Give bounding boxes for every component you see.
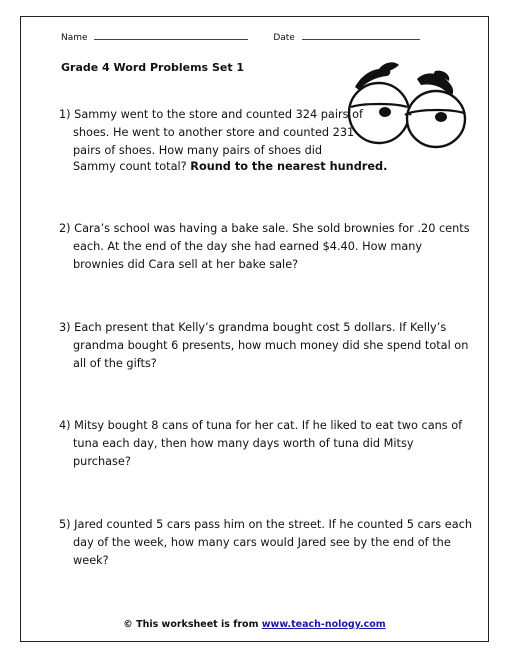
problem-1-tail-line bbox=[73, 160, 387, 173]
worksheet-page bbox=[20, 16, 489, 642]
problem-2: 2) Cara’s school was having a bake sale. She sold brownies for .20 cents each. At the end of the day she had earned $4.40. How many brownies did Cara sell at her bake sale? bbox=[59, 222, 470, 271]
problem-1-text: 1) Sammy went to the store and counted 324 pairs of shoes. He went to another store and counted 231 pairs of shoes. How many pairs of shoes did bbox=[59, 108, 363, 157]
date-label: Date bbox=[273, 33, 295, 43]
footer-prefix: © This worksheet is from bbox=[123, 619, 262, 630]
date-line[interactable] bbox=[302, 31, 420, 40]
problem-1 bbox=[59, 106, 373, 160]
problem-3: 3) Each present that Kelly’s grandma bought cost 5 dollars. If Kelly’s grandma bought 6 presents, how much money did she spend total on all of the gifts? bbox=[59, 321, 469, 370]
worksheet-title: Grade 4 Word Problems Set 1 bbox=[61, 61, 245, 74]
footer bbox=[21, 619, 488, 630]
header-row bbox=[61, 31, 420, 43]
name-line[interactable] bbox=[94, 31, 248, 40]
problem-4: 4) Mitsy bought 8 cans of tuna for her cat. If he liked to eat two cans of tuna each day, then how many days worth of tuna did Mitsy purchase? bbox=[59, 419, 463, 468]
problem-1-emphasis: Round to the nearest hundred. bbox=[190, 160, 388, 173]
problem-5: 5) Jared counted 5 cars pass him on the street. If he counted 5 cars each day of the week, how many cars would Jared see by the end of the week? bbox=[59, 518, 472, 567]
problem-1-tail: Sammy count total? bbox=[73, 160, 187, 173]
name-label: Name bbox=[61, 33, 88, 43]
footer-link[interactable]: www.teach-nology.com bbox=[261, 619, 386, 630]
